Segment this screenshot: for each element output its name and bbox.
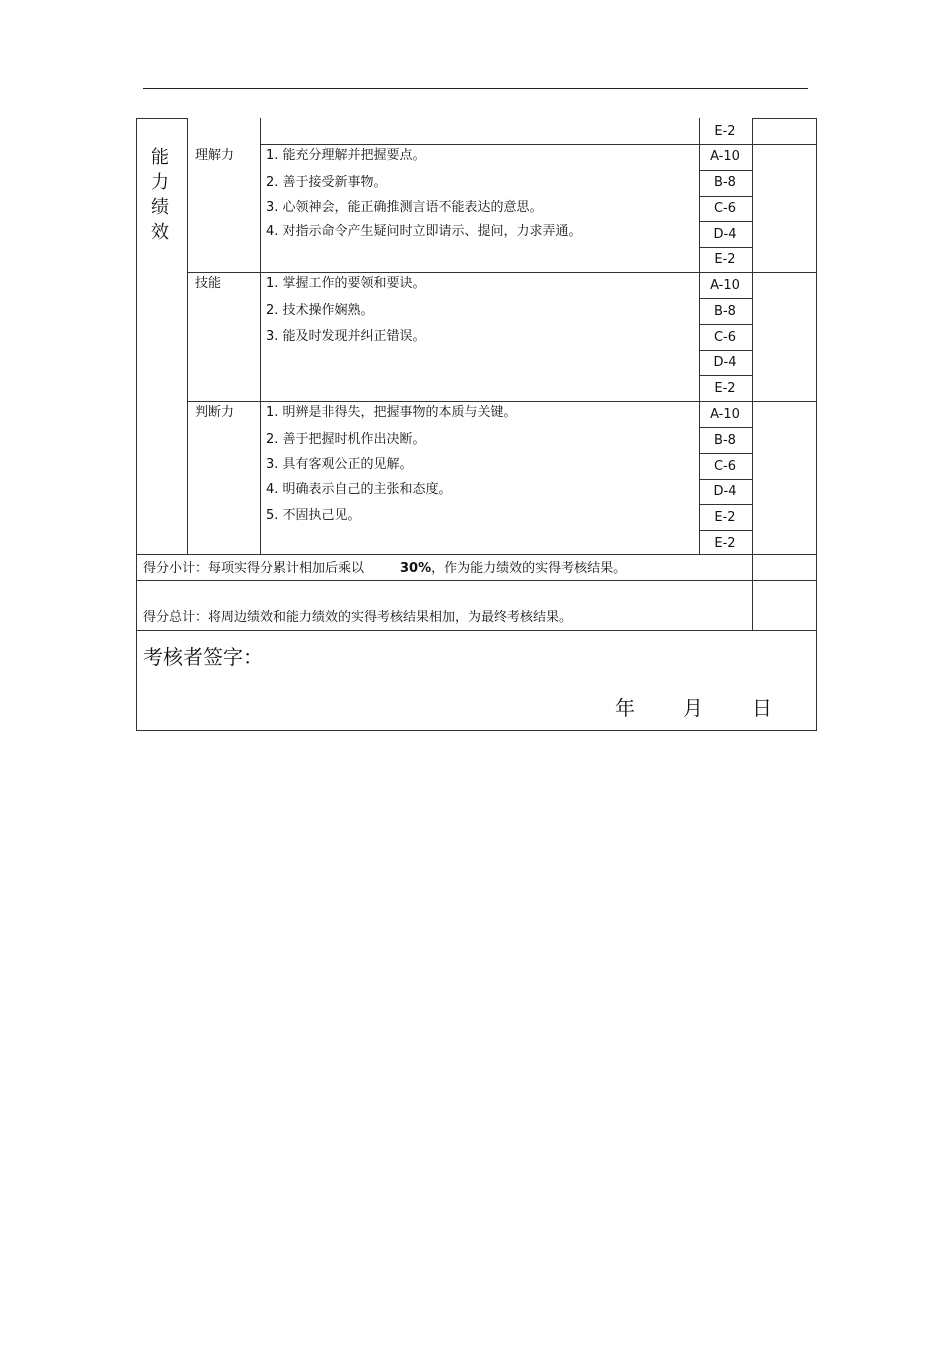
grade-cell: B-8 — [714, 433, 736, 448]
grade-rule — [699, 375, 752, 376]
grade-rule — [699, 298, 752, 299]
list-item: 2. 善于把握时机作出决断。 — [266, 432, 426, 447]
grade-rule — [699, 324, 752, 325]
date-day-label: 日 — [752, 696, 772, 720]
section-name-understanding: 理解力 — [195, 148, 235, 163]
grade-cell: C-6 — [713, 201, 737, 216]
table-left-border — [136, 118, 137, 730]
grade-cell: E-2 — [714, 381, 736, 396]
grade-cell: A-10 — [710, 149, 740, 164]
grade-cell: E-2 — [714, 252, 736, 267]
list-item: 4. 对指示命令产生疑问时立即请示、提问，力求弄通。 — [266, 224, 582, 239]
grade-rule — [699, 427, 752, 428]
col-sep-category — [187, 118, 188, 554]
grade-rule — [699, 453, 752, 454]
subtotal-row — [143, 561, 626, 577]
list-item: 1. 能充分理解并把握要点。 — [266, 148, 426, 163]
subtotal-prefix: 得分小计：每项实得分累计相加后乘以 — [143, 561, 365, 576]
list-item: 4. 明确表示自己的主张和态度。 — [266, 482, 452, 497]
grade-cell: E-2 — [714, 536, 736, 551]
grade-cell: D-4 — [713, 355, 737, 370]
grade-rule — [699, 350, 752, 351]
grade-cell: E-2 — [714, 124, 736, 139]
list-item: 2. 技术操作娴熟。 — [266, 303, 374, 318]
col-sep-name — [260, 118, 261, 554]
grade-cell: D-4 — [713, 484, 737, 499]
date-month-label: 月 — [683, 696, 703, 720]
category-label: 能力绩效 — [151, 147, 169, 243]
section-name-judgment: 判断力 — [195, 405, 235, 420]
grade-rule — [699, 196, 752, 197]
grade-cell: D-4 — [713, 227, 737, 242]
rule-signature-top — [136, 630, 817, 631]
grade-cell: B-8 — [714, 304, 736, 319]
rule-subtotal-top — [136, 554, 817, 555]
list-item: 3. 具有客观公正的见解。 — [266, 457, 413, 472]
table-bottom-border — [136, 730, 817, 731]
grade-cell: C-6 — [713, 330, 737, 345]
grade-rule — [699, 221, 752, 222]
grade-rule — [699, 247, 752, 248]
grade-rule — [699, 504, 752, 505]
list-item: 3. 心领神会，能正确推测言语不能表达的意思。 — [266, 200, 543, 215]
grade-rule — [699, 170, 752, 171]
list-item: 3. 能及时发现并纠正错误。 — [266, 329, 426, 344]
grade-cell: B-8 — [714, 175, 736, 190]
grade-rule — [699, 530, 752, 531]
rule-understanding-top — [260, 144, 816, 145]
list-item: 1. 掌握工作的要领和要诀。 — [266, 276, 426, 291]
total-row: 得分总计：将周边绩效和能力绩效的实得考核结果相加，为最终考核结果。 — [143, 610, 573, 625]
grade-cell: E-2 — [714, 510, 736, 525]
rule-judgment-top — [187, 401, 816, 402]
list-item: 1. 明辨是非得失，把握事物的本质与关键。 — [266, 405, 517, 420]
list-item: 2. 善于接受新事物。 — [266, 175, 387, 190]
table-right-border — [816, 118, 817, 730]
rule-skill-top — [187, 272, 816, 273]
grade-cell: A-10 — [710, 407, 740, 422]
table-top-border-right — [752, 118, 816, 119]
grade-cell: A-10 — [710, 278, 740, 293]
grade-cell: C-6 — [713, 459, 737, 474]
header-rule — [143, 88, 808, 89]
subtotal-suffix: ，作为能力绩效的实得考核结果。 — [431, 561, 627, 576]
table-top-border-left — [136, 118, 187, 119]
list-item: 5. 不固执己见。 — [266, 508, 361, 523]
grade-rule — [699, 479, 752, 480]
section-name-skill: 技能 — [195, 276, 222, 291]
subtotal-percent: 30% — [400, 561, 432, 576]
date-year-label: 年 — [615, 696, 635, 720]
signature-label: 考核者签字： — [143, 645, 263, 669]
rule-total-top — [136, 580, 817, 581]
